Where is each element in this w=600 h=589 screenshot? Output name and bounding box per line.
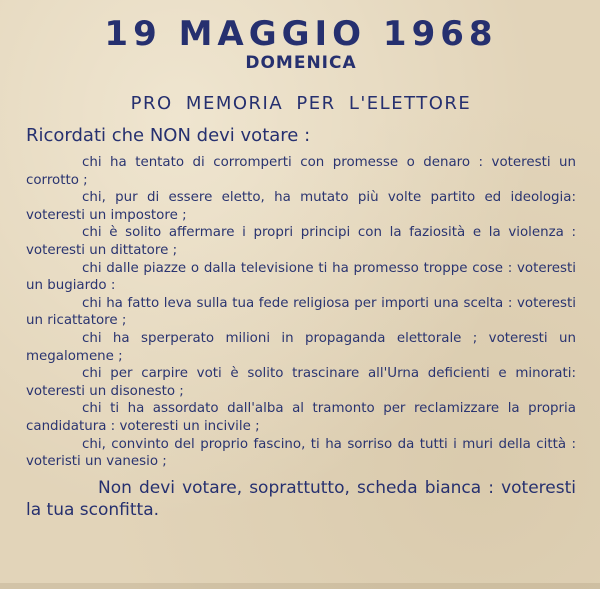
closing-statement: Non devi votare, soprattutto, scheda bianca : voteresti la tua sconfitta. [26, 477, 576, 520]
warning-item: chi, pur di essere eletto, ha mutato più volte partito ed ideologia: voteresti un impostore ; [26, 190, 576, 223]
weekday-label: DOMENICA [245, 53, 357, 73]
warning-item: chi dalle piazze o dalla televisione ti ha promesso troppe cose : voteresti un bugiardo : [26, 260, 576, 294]
warning-item: chi ha fatto leva sulla tua fede religiosa per importi una scelta : voteresti un ricattatore ; [26, 295, 576, 329]
warning-list [26, 154, 576, 471]
date-title: 19 MAGGIO 1968 [104, 14, 498, 54]
intro-line: Ricordati che NON devi votare : [26, 125, 311, 146]
warning-item: chi è solito affermare i propri principi con la faziosità e la violenza : voteresti un dittatore ; [26, 225, 576, 258]
warning-item: chi, convinto del proprio fascino, ti ha sorriso da tutti i muri della città : voteristi un vanesio ; [26, 436, 576, 470]
warning-item: chi per carpire voti è solito trascinare all'Urna deficienti e minorati: voteresti un disonesto ; [26, 366, 576, 399]
warning-item: chi ti ha assordato dall'alba al tramonto per reclamizzare la propria candidatura : voteresti un incivile ; [26, 401, 576, 434]
memo-title: PRO MEMORIA PER L'ELETTORE [130, 93, 472, 114]
paper-edge [0, 583, 600, 589]
warning-item: chi ha sperperato milioni in propaganda elettorale ; voteresti un megalomene ; [26, 330, 576, 364]
warning-item: chi ha tentato di corromperti con promesse o denaro : voteresti un corrotto ; [26, 155, 576, 188]
